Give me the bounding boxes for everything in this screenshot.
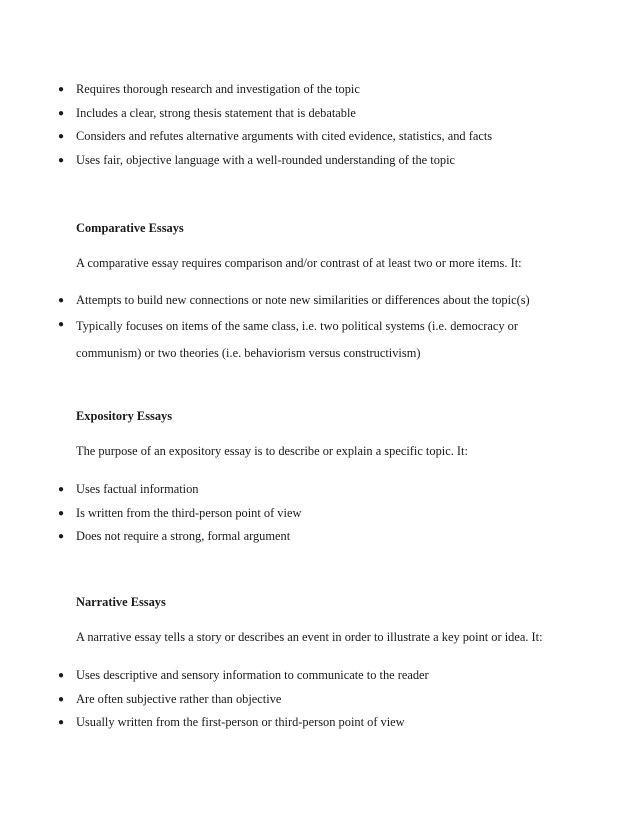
section-intro-comparative: A comparative essay requires comparison and/or contrast of at least two or more items. It:	[76, 256, 522, 270]
list-item-text: Uses fair, objective language with a well-rounded understanding of the topic	[76, 152, 456, 167]
list-item	[0, 149, 638, 173]
list-item	[0, 125, 638, 149]
list-item	[0, 102, 638, 126]
bullet-icon: ●	[58, 295, 65, 306]
intro-bullet-list	[0, 78, 638, 172]
list-item-text: Considers and refutes alternative arguments with cited evidence, statistics, and facts	[76, 129, 493, 143]
section-heading-narrative: Narrative Essays	[76, 595, 166, 609]
bullet-icon: ●	[58, 484, 65, 495]
bullet-icon: ●	[58, 670, 65, 681]
bullet-icon: ●	[58, 531, 65, 542]
bullet-icon: ●	[58, 107, 65, 119]
section-heading-comparative: Comparative Essays	[76, 221, 184, 235]
list-item-text: Attempts to build new connections or note new similarities or differences about the topic(s)	[76, 293, 530, 307]
bullet-icon: ●	[58, 84, 65, 95]
list-item	[0, 78, 638, 102]
comparative-bullet-list	[0, 289, 638, 367]
narrative-bullet-list	[0, 664, 638, 735]
bullet-icon: ●	[58, 154, 65, 166]
list-item	[0, 289, 638, 313]
list-item-text: Includes a clear, strong thesis statement that is debatable	[76, 105, 356, 120]
bullet-icon: ●	[58, 717, 65, 728]
list-item	[0, 525, 638, 549]
bullet-icon: ●	[58, 131, 65, 142]
list-item	[0, 664, 638, 688]
list-item-text: Does not require a strong, formal argument	[76, 529, 291, 543]
list-item	[0, 711, 638, 735]
list-item	[0, 478, 638, 502]
list-item-text: Usually written from the first-person or third-person point of view	[76, 715, 405, 729]
list-item-text: Are often subjective rather than objective	[76, 691, 282, 706]
bullet-icon: ●	[58, 318, 65, 330]
section-intro-narrative: A narrative essay tells a story or describes an event in order to illustrate a key point or idea. It:	[76, 630, 543, 644]
list-item	[0, 502, 638, 526]
list-item-text: Typically focuses on items of the same class, i.e. two political systems (i.e. democracy or communism) or two theories (i.e. behaviorism versus constructivism)	[76, 318, 518, 360]
bullet-icon: ●	[58, 693, 65, 705]
list-item	[0, 313, 638, 367]
section-intro-expository: The purpose of an expository essay is to describe or explain a specific topic. It:	[76, 444, 468, 458]
list-item-text: Uses descriptive and sensory information to communicate to the reader	[76, 668, 429, 682]
list-item	[0, 688, 638, 712]
list-item-text: Requires thorough research and investigation of the topic	[76, 82, 360, 96]
bullet-icon: ●	[58, 507, 65, 519]
expository-bullet-list	[0, 478, 638, 549]
list-item-text: Is written from the third-person point of view	[76, 505, 302, 520]
section-heading-expository: Expository Essays	[76, 409, 173, 423]
list-item-text: Uses factual information	[76, 482, 199, 496]
